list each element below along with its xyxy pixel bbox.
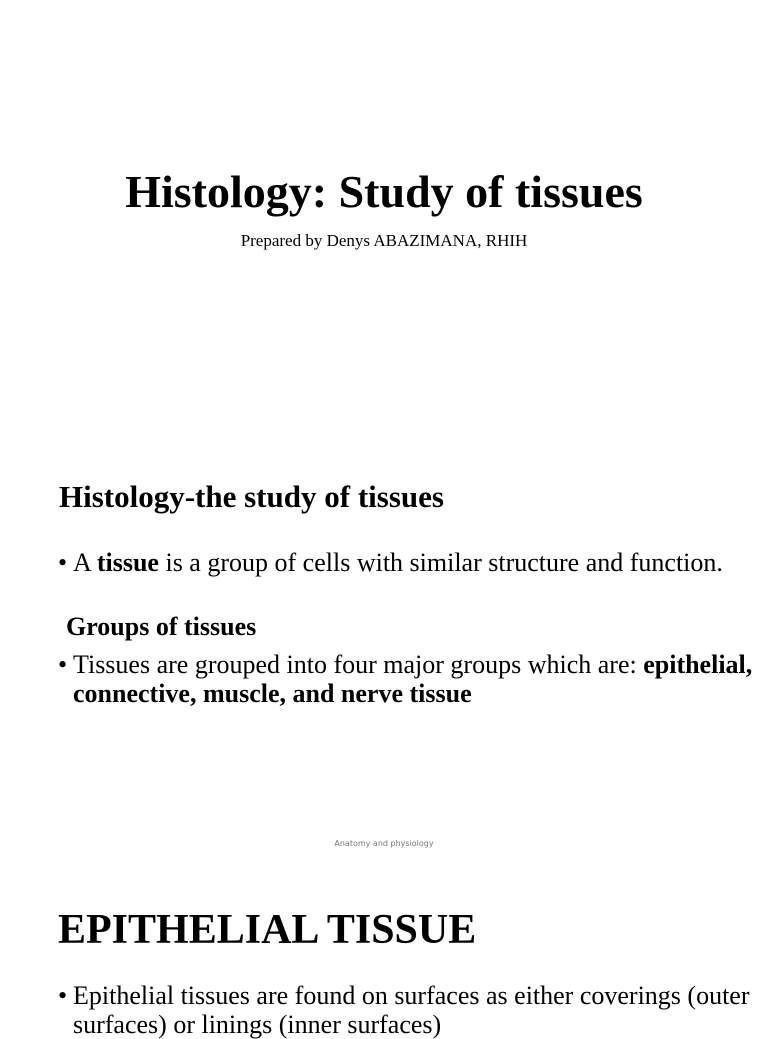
groups-label: Groups of tissues	[66, 612, 257, 641]
slide-heading: Histology-the study of tissues	[59, 479, 444, 514]
bullet-epithelial-location	[58, 981, 758, 1039]
slide-subtitle: Prepared by Denys ABAZIMANA, RHIH	[240, 231, 528, 250]
bullet-tissue-definition	[58, 548, 758, 577]
slide-footer: Anatomy and physiology	[334, 839, 434, 848]
slide-title: Histology: Study of tissues	[125, 166, 643, 217]
bullet-marker: •	[58, 548, 68, 577]
bullet-text: Tissues are grouped into four major groups which are:	[73, 650, 644, 679]
bullet-text: Epithelial tissues are found on surfaces as either coverings (outer surfaces) or linings (inner surfaces)	[73, 981, 750, 1039]
bullet-bold-term: epithelial, connective, muscle, and nerve tissue	[73, 650, 753, 708]
bullet-marker: •	[58, 650, 68, 679]
bullet-bold-term: tissue	[96, 548, 159, 577]
bullet-tissue-groups	[58, 650, 758, 708]
slide-heading: EPITHELIAL TISSUE	[58, 907, 477, 953]
bullet-text: A	[73, 548, 97, 577]
bullet-marker: •	[58, 981, 68, 1010]
bullet-text: is a group of cells with similar structure and function.	[158, 548, 723, 577]
